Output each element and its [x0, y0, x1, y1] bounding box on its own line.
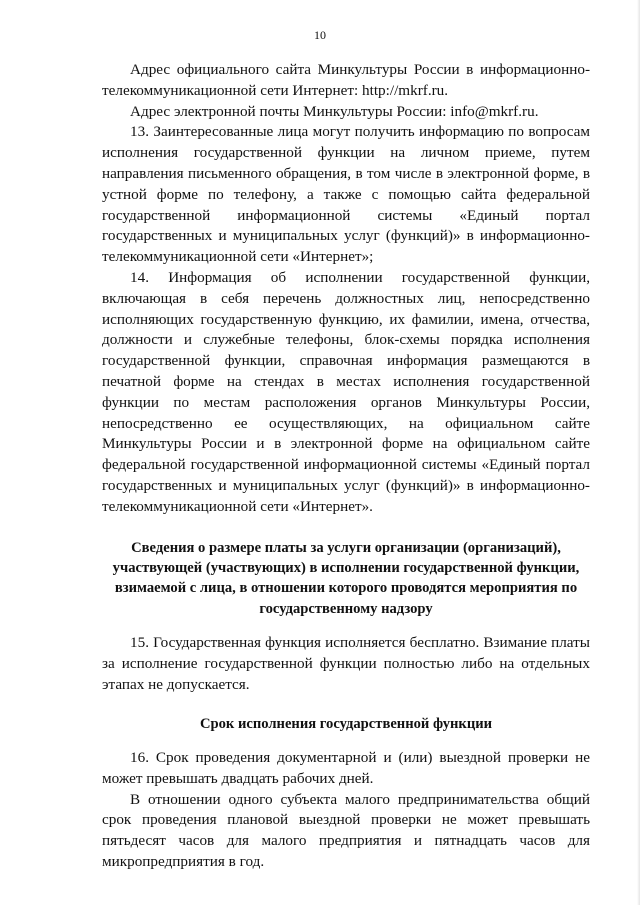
paragraph-small-business-term: В отношении одного субъекта малого предпринимательства общий срок проведения плановой выездной проверки не может превышать пятьдесят часов для малого предприятия и пятнадцать часов для микропредприятия в год. [102, 790, 590, 870]
paragraph-13: 13. Заинтересованные лица могут получить информацию по вопросам исполнения государственной функции на личном приеме, путем направления письменного обращения, в том числе в электронной форме, в устной форме по телефону, а также с помощью сайта федеральной государственной информационной системы «Единый портал государственных и муниципальных услуг (функций)» в информационно-телекоммуникационной сети «Интернет»; [102, 123, 590, 266]
page-number: 10 [314, 28, 326, 42]
document-body [102, 60, 590, 873]
section-heading-fee: Сведения о размере платы за услуги организации (организаций), участвующей (участвующих) в исполнении государственной функции, взимаемой с лица, в отношении которого проводятся мероприятия по государственному надзору [112, 539, 580, 617]
paragraph-email-address: Адрес электронной почты Минкультуры России: info@mkrf.ru. [130, 102, 539, 120]
paragraph-15: 15. Государственная функция исполняется бесплатно. Взимание платы за исполнение государственной функции полностью либо на отдельных этапах не допускается. [102, 634, 590, 693]
paragraph-16: 16. Срок проведения документарной и (или) выездной проверки не может превышать двадцать рабочих дней. [102, 748, 590, 787]
section-heading-term: Срок исполнения государственной функции [199, 715, 493, 732]
paragraph-14: 14. Информация об исполнении государственной функции, включающая в себя перечень должностных лиц, непосредственно исполняющих государственную функцию, их фамилии, имена, отчества, должности и служебные телефоны, блок-схемы порядка исполнения государственной функции, справочная информация размещаются в печатной форме на стендах в местах исполнения государственной функции по местам расположения органов Минкультуры России, непосредственно ее осуществляющих, на официальном сайте Минкультуры России и в электронной форме на официальном сайте федеральной государственной информационной системы «Единый портал государственных и муниципальных услуг (функций)» в информационно-телекоммуникационной сети «Интернет». [102, 268, 590, 515]
paragraph-site-address: Адрес официального сайта Минкультуры России в информационно-телекоммуникационной сети Интернет: http://mkrf.ru. [102, 61, 590, 99]
